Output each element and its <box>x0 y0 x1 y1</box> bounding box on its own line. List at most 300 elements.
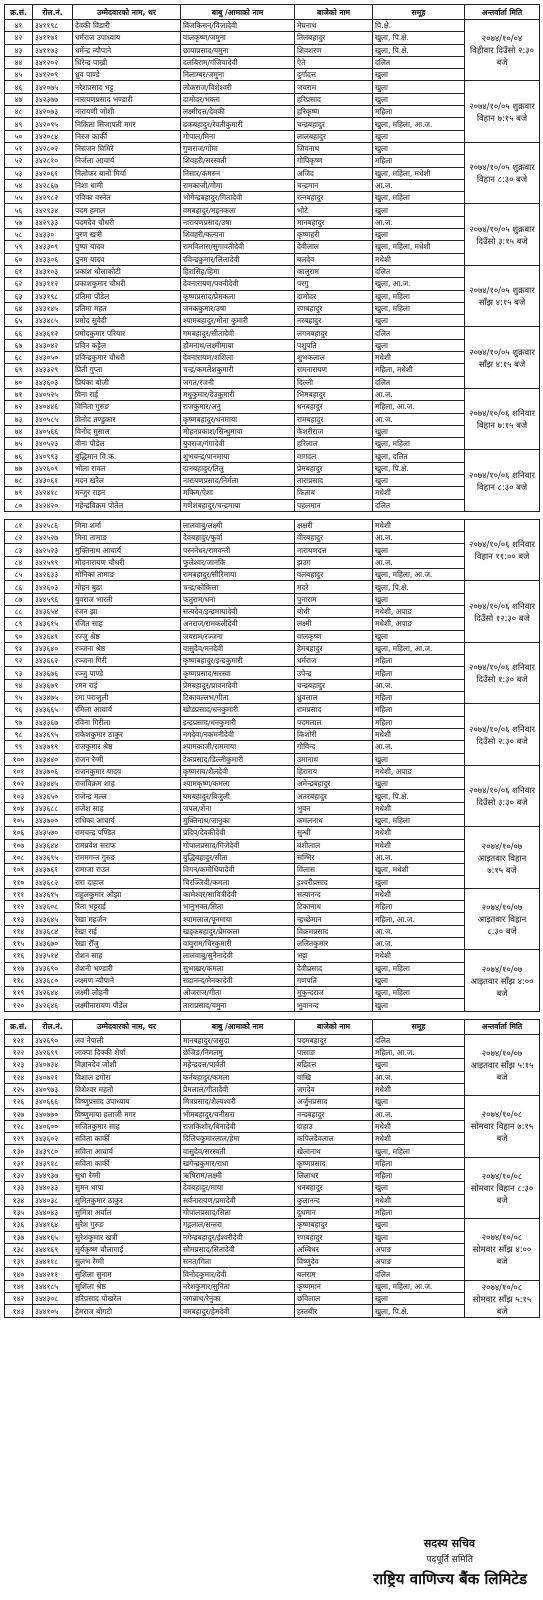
grandfather-cell: अमेन्द्रबहादुर <box>295 778 373 790</box>
serial-cell: ५६ <box>5 204 33 216</box>
parents-cell: सत्यदेव/इन्द्रमायादेवी <box>181 605 295 617</box>
roll-cell: ३४३७०० <box>33 815 73 827</box>
group-cell: खुला <box>373 315 465 327</box>
table-row <box>5 302 540 314</box>
table-row <box>5 179 540 191</box>
table-row <box>5 1243 540 1255</box>
name-cell: राजकुमार श्रेष्ठ <box>73 741 181 753</box>
table-row <box>5 1059 540 1071</box>
serial-cell: १३० <box>5 1145 33 1157</box>
table-row <box>5 1120 540 1132</box>
table-row <box>5 474 540 486</box>
serial-cell: ७० <box>5 376 33 388</box>
serial-cell: १०० <box>5 753 33 765</box>
table-row <box>5 20 540 32</box>
parents-cell: दलबिराम/गंजियादेवी <box>181 56 295 68</box>
grandfather-cell: अतरबहादुर <box>295 790 373 802</box>
serial-cell: १३७ <box>5 1231 33 1243</box>
parents-cell: इन्द्रप्रसाद/धनकुमारी <box>181 716 295 728</box>
roll-cell: ३४३६७० <box>33 937 73 949</box>
serial-cell: ११९ <box>5 987 33 999</box>
name-cell: भोला रावल <box>73 462 181 474</box>
parents-cell: कृष्णप्रसाद/सरस्वा <box>181 667 295 679</box>
candidate-table <box>4 1019 540 1318</box>
interview-schedule-cell: २०७४/१०/०५ शुक्रवार विहान ७:१५ बजे <box>465 81 540 142</box>
name-cell: पदम हमाल <box>73 204 181 216</box>
grandfather-cell: प्रेमबहादुर <box>295 462 373 474</box>
table-row <box>5 1034 540 1046</box>
table-header-row <box>5 5 540 20</box>
group-cell: महिला <box>373 655 465 667</box>
grandfather-cell: अजिद <box>295 167 373 179</box>
parents-cell: विगन/कमोधियादेवी <box>181 864 295 876</box>
serial-cell: १३८ <box>5 1243 33 1255</box>
parents-cell: रामविलास/सुगावतीदेवी <box>181 241 295 253</box>
group-cell: मधेशी, अपाङ <box>373 765 465 777</box>
roll-cell: ३४३०६१ <box>33 474 73 486</box>
name-cell: मिना तामाङ <box>73 532 181 544</box>
parents-cell: श्यामबहादुर/मोना कुमारी <box>181 315 295 327</box>
table-row <box>5 142 540 154</box>
table-row <box>5 339 540 351</box>
table-row <box>5 413 540 425</box>
grandfather-cell: भुवानन्द <box>295 999 373 1011</box>
grandfather-cell: वागदल <box>295 450 373 462</box>
name-cell: विष्णुमाया हलाजी मगर <box>73 1108 181 1120</box>
table-row <box>5 352 540 364</box>
group-cell: खुला <box>373 593 465 605</box>
group-cell: आ.ज. <box>373 741 465 753</box>
table-row <box>5 876 540 888</box>
group-cell: खुला <box>373 544 465 556</box>
table-row <box>5 888 540 900</box>
table-row <box>5 519 540 531</box>
group-cell: खुला, महिला <box>373 987 465 999</box>
table-row <box>5 130 540 142</box>
parents-cell: खोडप्रसाद/धनकुमारी <box>181 704 295 716</box>
interview-schedule-cell: २०७४/१०/०६ शनिवार विहान ८:३० बजे <box>465 450 540 511</box>
parents-cell: सोमप्रसाद/सितादेवी <box>181 1243 295 1255</box>
serial-cell: ५८ <box>5 229 33 241</box>
name-cell: सुमन थापा <box>73 1182 181 1194</box>
column-header: समूह <box>373 1019 465 1034</box>
table-row <box>5 1108 540 1120</box>
serial-cell: ८७ <box>5 593 33 605</box>
group-cell: महिला <box>373 1206 465 1218</box>
name-cell: रामाजा राउत <box>73 864 181 876</box>
name-cell: राधिका आचार्य <box>73 815 181 827</box>
grandfather-cell: शुभकलाल <box>295 352 373 364</box>
serial-cell: ५३ <box>5 167 33 179</box>
column-header: उम्मेदवारको नाम, थर <box>73 1019 181 1034</box>
grandfather-cell: भुवन <box>295 802 373 814</box>
name-cell: मोहन बुढा <box>73 581 181 593</box>
serial-cell: ७८ <box>5 474 33 486</box>
roll-cell: ३४४९३७ <box>33 1170 73 1182</box>
name-cell: महेन्द्रविक्रम पोतेल <box>73 499 181 511</box>
roll-cell: ३४३६४५ <box>33 913 73 925</box>
roll-cell: ३४२४२० <box>33 499 73 511</box>
table-row <box>5 839 540 851</box>
grandfather-cell: बद्रिदत्त <box>295 1059 373 1071</box>
group-cell: आ.ज. <box>373 925 465 937</box>
name-cell: सुर्यकृष्ण चौलागाई <box>73 1243 181 1255</box>
parents-cell: शिवहरी/सरस्वती <box>181 155 295 167</box>
roll-cell: ३४३६८२ <box>33 876 73 888</box>
parents-cell: फतुराम/धना <box>181 593 295 605</box>
name-cell: प्रमोद सुवेदी <box>73 315 181 327</box>
serial-cell: १२३ <box>5 1059 33 1071</box>
table-row <box>5 167 540 179</box>
name-cell: राममगन्त गुरुङ <box>73 851 181 863</box>
roll-cell: ३४४१६९ <box>33 1243 73 1255</box>
grandfather-cell: गोपिकृष्ण <box>295 155 373 167</box>
group-cell: खुला <box>373 339 465 351</box>
roll-cell: ३४०६६६ <box>33 1096 73 1108</box>
roll-cell: ३४३६६५ <box>33 704 73 716</box>
roll-cell: ३४३६९५ <box>33 728 73 740</box>
name-cell: लक्ष्मी लोहनी <box>73 987 181 999</box>
parents-cell: हिरासिंह/हिमा <box>181 265 295 277</box>
table-row <box>5 253 540 265</box>
table-row <box>5 692 540 704</box>
grandfather-cell: अम्बिधर <box>295 1243 373 1255</box>
group-cell: आ.ज. <box>373 388 465 400</box>
roll-cell: ३४२५९९ <box>33 556 73 568</box>
name-cell: मदन खरेल <box>73 474 181 486</box>
grandfather-cell: देवीप्रसाद <box>295 962 373 974</box>
group-cell: खुला, आ.ज. <box>373 278 465 290</box>
grandfather-cell: वालकृष्ण <box>295 630 373 642</box>
roll-cell: ३४२४१८ <box>33 487 73 499</box>
name-cell: रज्जु श्रेष्ठ <box>73 630 181 642</box>
serial-cell: ४४ <box>5 56 33 68</box>
serial-cell: ६३ <box>5 290 33 302</box>
serial-cell: ९१ <box>5 642 33 654</box>
parents-cell: महेन्द्रदत्त/पार्वती <box>181 1059 295 1071</box>
grandfather-cell: मदरे <box>295 581 373 593</box>
group-cell: महिला <box>373 667 465 679</box>
grandfather-cell: पदमबहादुर <box>295 1034 373 1046</box>
name-cell: विशाल ढगोरा <box>73 1071 181 1083</box>
serial-cell: १३५ <box>5 1206 33 1218</box>
name-cell: सुलभ रेग्मी <box>73 1256 181 1268</box>
serial-cell: ४२ <box>5 32 33 44</box>
group-cell: खुला <box>373 81 465 93</box>
serial-cell: ११५ <box>5 937 33 949</box>
serial-cell: ९८ <box>5 728 33 740</box>
parents-cell: खगेन्द्रकुमार/राधा <box>181 1157 295 1169</box>
parents-cell: चिरञ्जिवी/कमला <box>181 876 295 888</box>
interview-schedule-cell: २०७४/१०/०६ शनिवार विहान ११:०० बजे <box>465 519 540 580</box>
column-header: समूह <box>373 5 465 20</box>
serial-cell: १०५ <box>5 815 33 827</box>
name-cell: लक्ष्मीनारायण पौडेल <box>73 999 181 1011</box>
table-row <box>5 265 540 277</box>
table-row <box>5 655 540 667</box>
roll-cell: ३४११७३ <box>33 44 73 56</box>
roll-cell: ३४३७६१ <box>33 864 73 876</box>
group-cell: खुला, महिला <box>373 962 465 974</box>
parents-cell: देवबहादुर/फुर्वा <box>181 532 295 544</box>
serial-cell: ६७ <box>5 339 33 351</box>
serial-cell: १४० <box>5 1268 33 1280</box>
serial-cell: ९४ <box>5 679 33 691</box>
interview-schedule-cell: २०७४/१०/०५ शुक्रवार विहान ८:३० बजे <box>465 142 540 203</box>
parents-cell: चन्द्र/कोकिला <box>181 581 295 593</box>
parents-cell: लोकराज/विशेश्वरी <box>181 81 295 93</box>
parents-cell: नगदेवा/नकमनीदेवी <box>181 728 295 740</box>
name-cell: रविना गिरीला <box>73 716 181 728</box>
document-page <box>4 4 539 1325</box>
group-cell: खुला <box>373 130 465 142</box>
group-cell: मधेशी <box>373 839 465 851</box>
group-cell: महिला <box>373 155 465 167</box>
roll-cell: ३४३६६२ <box>33 655 73 667</box>
roll-cell: ३४३६८८ <box>33 802 73 814</box>
grandfather-cell: कमलनाथ <box>295 815 373 827</box>
group-cell: खुला <box>373 999 465 1011</box>
table-row <box>5 1268 540 1280</box>
column-header: रोल.नं. <box>33 5 73 20</box>
group-cell: दलित <box>373 56 465 68</box>
grandfather-cell: झउग <box>295 556 373 568</box>
roll-cell: ३४४०३८ <box>33 1194 73 1206</box>
parents-cell: जपल/शेना <box>181 802 295 814</box>
grandfather-cell: टिकानाथ <box>295 901 373 913</box>
name-cell: लव नेपाली <box>73 1034 181 1046</box>
table-row <box>5 499 540 511</box>
interview-schedule-cell: २०७४/१०/०७ आइतवार विहान ८:३० बजे <box>465 888 540 949</box>
serial-cell: ६९ <box>5 364 33 376</box>
grandfather-cell: मेघनाथ <box>295 20 373 32</box>
column-header: बाबु /आमाको नाम <box>181 1019 295 1034</box>
serial-cell: १२९ <box>5 1133 33 1145</box>
interview-schedule-cell: २०७४/१०/०६ शनिवार दिउँसो १:३० बजे <box>465 642 540 703</box>
roll-cell: ३४३६७९ <box>33 679 73 691</box>
interview-schedule-cell: २०७४/१०/०८ सोमवार विहान ७:१५ बजे <box>465 1096 540 1157</box>
roll-cell: ३४३४४५ <box>33 778 73 790</box>
name-cell: विशेश्वर महतो <box>73 1083 181 1095</box>
roll-cell: ३४०६०० <box>33 1120 73 1132</box>
parents-cell: अनराज/रामकलीदेवी <box>181 618 295 630</box>
group-cell: खुला, महिला, मधेशी <box>373 167 465 179</box>
table-row <box>5 913 540 925</box>
group-cell: खुला, पि.क्षे. <box>373 1305 465 1317</box>
grandfather-cell: बलराम <box>295 1268 373 1280</box>
parents-cell: निलाम्बर/जमुना <box>181 69 295 81</box>
grandfather-cell: रत्नबहादुर <box>295 192 373 204</box>
table-row <box>5 864 540 876</box>
roll-cell: ३४३३०६ <box>33 253 73 265</box>
group-cell: अपाङ <box>373 1256 465 1268</box>
table-row <box>5 667 540 679</box>
parents-cell: रामकाजी/गोमा <box>181 179 295 191</box>
roll-cell: ३४३४८५ <box>33 315 73 327</box>
name-cell: मिना शर्मा <box>73 519 181 531</box>
grandfather-cell: विष्णुदेव <box>295 1256 373 1268</box>
table-row <box>5 1182 540 1194</box>
parents-cell: वासुदेव/मनदेवी <box>181 642 295 654</box>
group-cell: दलित <box>373 1034 465 1046</box>
parents-cell: होमनाथ/लक्ष्मीमाया <box>181 339 295 351</box>
table-row <box>5 1096 540 1108</box>
roll-cell: ३४३६०३ <box>33 376 73 388</box>
member-secretary-label: सदस्य सचिव <box>423 1537 475 1550</box>
name-cell: राकेशकुमार ठाकुर <box>73 728 181 740</box>
table-row <box>5 815 540 827</box>
name-cell: प्रकाशकुमार चौधरी <box>73 278 181 290</box>
table-row <box>5 487 540 499</box>
parents-cell: गोपालप्रसाद/गिजेदेवी <box>181 839 295 851</box>
serial-cell: १४१ <box>5 1280 33 1292</box>
name-cell: रेखा महर्जन <box>73 913 181 925</box>
parents-cell: देवनारायण/शशिला <box>181 352 295 364</box>
serial-cell: ५० <box>5 130 33 142</box>
column-header: बाजेको नाम <box>295 1019 373 1034</box>
parents-cell: श्यामलाल/पूनमाया <box>181 913 295 925</box>
name-cell: प्रियंका बोजी <box>73 376 181 388</box>
roll-cell: ३४३३०९ <box>33 241 73 253</box>
parents-cell: गुणराज/गोमा <box>181 142 295 154</box>
name-cell: रमन राई <box>73 679 181 691</box>
name-cell: पुष्पा यादव <box>73 241 181 253</box>
table-row <box>5 593 540 605</box>
roll-cell: ३४२५२३ <box>33 544 73 556</box>
table-row <box>5 901 540 913</box>
group-cell: खुला, महिला <box>373 438 465 450</box>
roll-cell: ३४४१८५ <box>33 1280 73 1292</box>
group-cell: खुला <box>373 630 465 642</box>
group-cell: महिला, आ.ज. <box>373 1047 465 1059</box>
roll-cell: ३४३६८० <box>33 974 73 986</box>
interview-schedule-cell: २०७४/१०/०४ विहीवार दिउँसो २:३० बजे <box>465 20 540 81</box>
serial-cell: ५५ <box>5 192 33 204</box>
roll-cell: ३४२८०२ <box>33 142 73 154</box>
grandfather-cell: चन्द्रबहादुर <box>295 118 373 130</box>
serial-cell: १३३ <box>5 1182 33 1194</box>
table-row <box>5 962 540 974</box>
parents-cell: फुलेश्वर/जानकि <box>181 556 295 568</box>
grandfather-cell: भट्टा <box>295 950 373 962</box>
name-cell: प्रतिमा पौडेल <box>73 290 181 302</box>
serial-cell: १२१ <box>5 1034 33 1046</box>
name-cell: नारायणप्रसाद भण्डारी <box>73 93 181 105</box>
parents-cell: चन्द्र/कमलेशकुमारी <box>181 364 295 376</box>
interview-schedule-cell: २०७४/१०/०६ शनिवार दिउँसो ३:३० बजे <box>465 765 540 826</box>
parents-cell: मकिम/ऐशा <box>181 487 295 499</box>
table-row <box>5 81 540 93</box>
name-cell: हेमराज बोगटी <box>73 1305 181 1317</box>
interview-schedule-cell: २०७४/१०/०८ सोमवार साँझ ५:१५ बजे <box>465 1280 540 1317</box>
group-cell: आ.ज. <box>373 851 465 863</box>
grandfather-cell: दुधमान <box>295 1206 373 1218</box>
group-cell: खुला <box>373 1059 465 1071</box>
grandfather-cell: पुनाराम <box>295 593 373 605</box>
table-row <box>5 974 540 986</box>
group-cell: आ.ज. <box>373 179 465 191</box>
serial-cell: १०४ <box>5 802 33 814</box>
table-row <box>5 1280 540 1292</box>
grandfather-cell: केशरीराज <box>295 425 373 437</box>
group-cell: खुला, महिला, आ.ज. <box>373 1280 465 1292</box>
table-row <box>5 93 540 105</box>
parents-cell: राजकुमार/अनु <box>181 401 295 413</box>
group-cell: महिला <box>373 1170 465 1182</box>
group-cell: दलित <box>373 327 465 339</box>
parents-cell: कर्नबहादुर/कमला <box>181 1071 295 1083</box>
serial-cell: १०७ <box>5 839 33 851</box>
table-row <box>5 69 540 81</box>
table-row <box>5 999 540 1011</box>
name-cell: रंजित साह <box>73 618 181 630</box>
group-cell: मधेशी <box>373 1133 465 1145</box>
grandfather-cell: धनबहादुर <box>295 1182 373 1194</box>
parents-cell: निसार/कमरुन <box>181 167 295 179</box>
serial-cell: १३६ <box>5 1219 33 1231</box>
grandfather-cell: कपिलदेवलाल <box>295 1133 373 1145</box>
group-cell: खुला <box>373 778 465 790</box>
serial-cell: ५९ <box>5 241 33 253</box>
name-cell: मोदनारायण चौधरी <box>73 556 181 568</box>
grandfather-cell: कालुराम <box>295 265 373 277</box>
group-cell: दलित <box>373 376 465 388</box>
table-row <box>5 1206 540 1218</box>
roll-cell: ३४३१९८ <box>33 290 73 302</box>
grandfather-cell: पहलमान <box>295 499 373 511</box>
parents-cell: प्रदिप/देवकीदेवी <box>181 827 295 839</box>
column-header: क्र.सं. <box>5 5 33 20</box>
grandfather-cell: सत्यानन्द <box>295 888 373 900</box>
table-row <box>5 937 540 949</box>
group-cell: खुला <box>373 474 465 486</box>
serial-cell: ११४ <box>5 925 33 937</box>
grandfather-cell: नरबहादुर <box>295 315 373 327</box>
parents-cell: कामेश्वर/सावित्रीदेवी <box>181 888 295 900</box>
parents-cell: जनककुमार/उषा <box>181 302 295 314</box>
serial-cell: १३४ <box>5 1194 33 1206</box>
roll-cell: ३४२०८४ <box>33 130 73 142</box>
name-cell: रञ्जना श्रेष्ठ <box>73 642 181 654</box>
interview-schedule-cell: २०७४/१०/०५ शुक्रवार साँझ ४:१५ बजे <box>465 327 540 388</box>
group-cell: मधेशी <box>373 487 465 499</box>
name-cell: देवकी विडारी <box>73 20 181 32</box>
grandfather-cell: ऐते <box>295 56 373 68</box>
group-cell: खुला <box>373 753 465 765</box>
table-row <box>5 118 540 130</box>
serial-cell: ४३ <box>5 44 33 56</box>
parents-cell: जगत/रजनी <box>181 376 295 388</box>
name-cell: प्रविन कट्टेल <box>73 339 181 351</box>
roll-cell: ३४४५९६ <box>33 593 73 605</box>
interview-schedule-cell: २०७४/१०/०७ आइतवार साँझ ४:०० बजे <box>465 950 540 1011</box>
serial-cell: ४५ <box>5 69 33 81</box>
name-cell: विनोद मुसाल <box>73 425 181 437</box>
roll-cell: ३४१२०९ <box>33 69 73 81</box>
parents-cell: मानबहादुर/जसुदा <box>181 1034 295 1046</box>
parents-cell: गमबहादुर/सीतादेवी <box>181 327 295 339</box>
serial-cell: ९९ <box>5 741 33 753</box>
table-row <box>5 728 540 740</box>
roll-cell: ३४३५१४ <box>33 950 73 962</box>
parents-cell: वमबहादुर/मइनकला <box>181 204 295 216</box>
grandfather-cell: भोटे <box>295 204 373 216</box>
roll-cell: ३४२०७५ <box>33 81 73 93</box>
table-row <box>5 364 540 376</box>
table-row <box>5 532 540 544</box>
roll-cell: ३४३६०२ <box>33 1133 73 1145</box>
name-cell: प्रतिमा महत <box>73 302 181 314</box>
